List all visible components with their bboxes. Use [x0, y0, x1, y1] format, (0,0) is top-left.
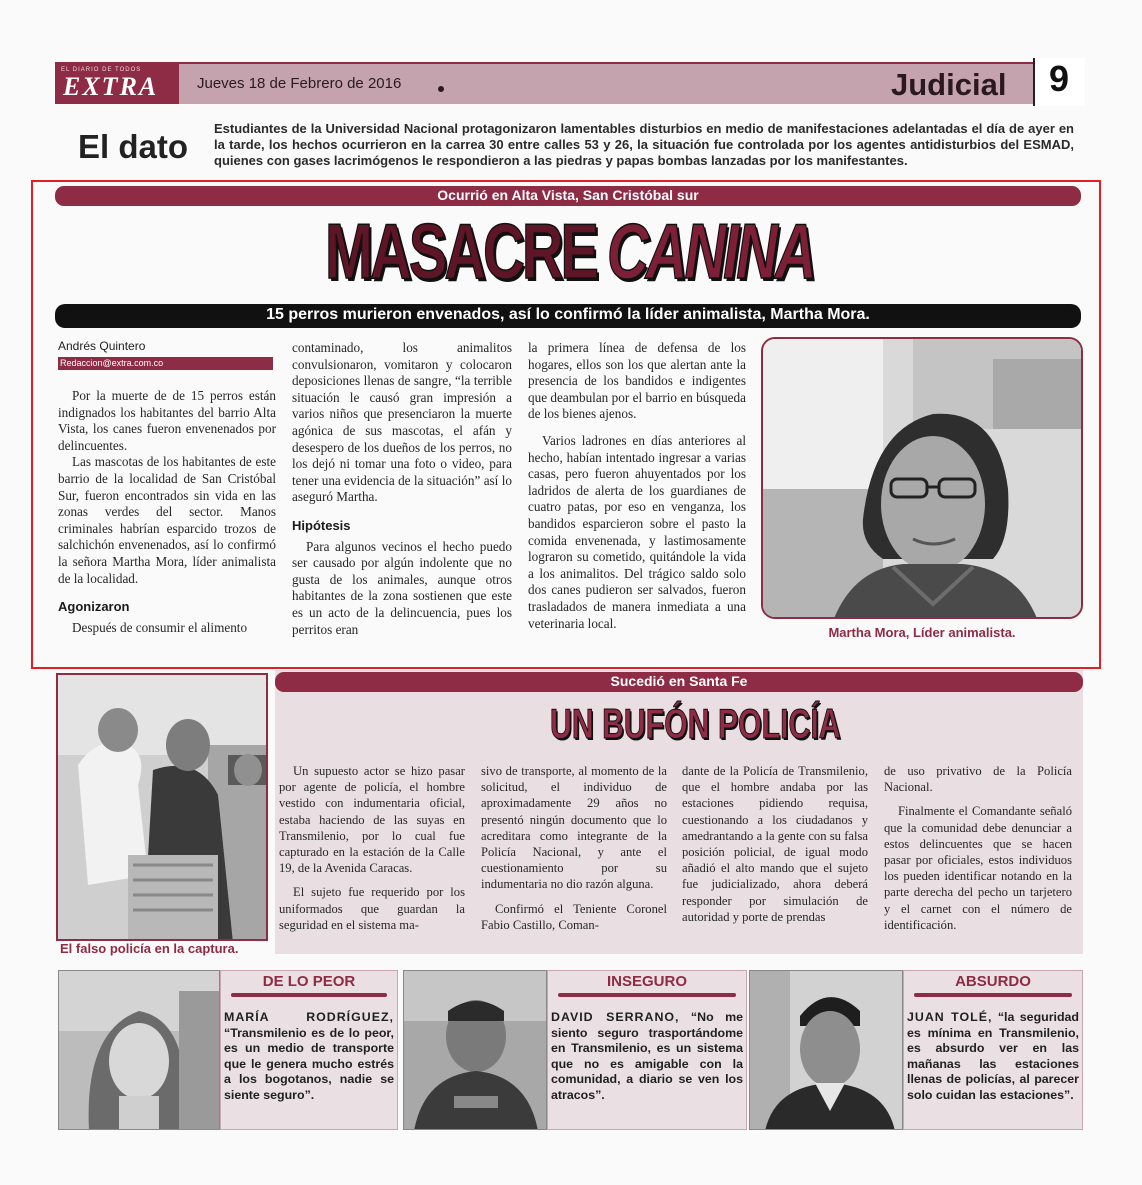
testimonial-quote: “la seguridad es mínima en Transmilenio, es absurdo ver en las mañanas las estaciones llenas de policías, al parecer solo cuidan las estaciones”.: [907, 1010, 1080, 1102]
paragraph: contaminado, los animalitos convulsionaron, vomitaron y colocaron deposiciones llenas de sangre, “la terrible situación le causó gran impresión a varios niños que presenciaron la muerte agónica de sus mascotas, el afán y desespero de los dueños de los perros, no los dejó ni tomar una foto o video, para tener una evidencia de la situación” así lo aseguró Martha.: [292, 340, 512, 505]
kicker-text: Sucedió en Santa Fe: [610, 673, 748, 689]
photo-david-serrano: [403, 970, 547, 1130]
paragraph: El sujeto fue requerido por los uniformados que guardan la seguridad en el sistema ma-: [279, 885, 465, 932]
section-title: Judicial: [891, 67, 1007, 102]
testimonial-label: INSEGURO: [606, 973, 687, 990]
paragraph: Por la muerte de de 15 perros están indignados los habitantes del barrio Alta Vista, los canes fueron envenenados por delincuentes.: [58, 388, 276, 453]
testimonial-card: [547, 970, 747, 1130]
paragraph: Las mascotas de los habitantes de este barrio de la localidad de San Cristóbal Sur, fueron encontrados sin vida en las zonas verdes del sector. Manos criminales habrían esparcido trozos de salchichón envenenados, así lo confirmó la señora Martha Mora, líder animalista de la localidad.: [58, 454, 276, 586]
headline-word-canina: CANINA: [607, 207, 814, 295]
label-underline: [914, 993, 1072, 997]
photo-fake-policeman: [56, 673, 268, 941]
kicker-text: Ocurrió en Alta Vista, San Cristóbal sur: [437, 187, 699, 203]
logo-text: EXTRA: [63, 72, 159, 101]
testimonial-name: DAVID SERRANO,: [551, 1010, 680, 1024]
portrait-man-image: [750, 971, 903, 1130]
subheading-agonizaron: Agonizaron: [58, 599, 130, 615]
paragraph: dante de la Policía de Transmilenio, que el hombre andaba por las estaciones pidiendo requisa, cuestionando a los ciudadanos y amedrantando a la gente con su falsa posición policial, de igual modo añadió el alto mando que el sujeto fue judicializado, ahora deberá responder por simulación de autoridad y porte de prendas: [682, 764, 868, 924]
article-column-7: [884, 763, 1072, 933]
author-name: Andrés Quintero: [58, 339, 146, 353]
label-underline: [558, 993, 736, 997]
paragraph: Confirmó el Teniente Coronel Fabio Castillo, Coman-: [481, 901, 667, 932]
label-underline: [231, 993, 387, 997]
second-headline: UN BUFÓN POLICÍA: [550, 700, 841, 747]
article-column-5: [481, 763, 667, 933]
article-column-6: [682, 763, 868, 925]
testimonial-quote: “Transmilenio es de lo peor, es un medio de transporte que le genera mucho estrés a los bogotanos, nadie se siente seguro”.: [224, 1025, 394, 1102]
page-header: [55, 58, 1083, 104]
article-column-2: [292, 340, 512, 638]
paragraph: Un supuesto actor se hizo pasar por agente de policía, el hombre vestido con indumentaria oficial, estaba haciendo de las suyas en Transmilenio, por lo cual fue capturado en la estación de la Calle 19, de la Avenida Caracas.: [279, 764, 465, 876]
newspaper-logo: [55, 64, 179, 104]
photo-caption: El falso policía en la captura.: [60, 941, 239, 956]
article-column-4: [279, 763, 465, 933]
paragraph: la primera línea de defensa de los hogares, ellos son los que alertan ante la presencia de los bandidos e indigentes que deambulan por el barrio en búsqueda de los bienes ajenos.: [528, 340, 746, 422]
photo-juan-tole: [749, 970, 903, 1130]
page-number-box: [1033, 58, 1085, 106]
portrait-woman-image: [59, 971, 220, 1130]
dato-text: Estudiantes de la Universidad Nacional protagonizaron lamentables disturbios en medio de manifestaciones adelantadas el día de ayer en la tarde, los hechos ocurrieron en la carrea 30 entre calles 53 y 26, la situación fue controlada por los agentes antidisturbios del ESMAD, quienes con gases lacrimógenos le respondieron a las piedras y papas bombas lanzadas por los manifestantes.: [214, 121, 1074, 168]
issue-date: Jueves 18 de Febrero de 2016: [197, 75, 402, 92]
headline-word-masacre: MASACRE: [325, 207, 597, 295]
photo-caption: Martha Mora, Líder animalista.: [828, 625, 1016, 640]
arrest-scene-image: [58, 675, 268, 941]
paragraph: Después de consumir el alimento: [72, 619, 248, 635]
dato-label: El dato: [78, 128, 189, 165]
testimonial-text: [907, 1010, 1079, 1104]
page-number: 9: [1049, 58, 1070, 99]
paragraph: Para algunos vecinos el hecho puedo ser causado por algún indolente que no gusta de los animales, aunque otros habitantes de la zona sostienen que este es un acto de la delincuencia, pues los perritos eran: [292, 538, 512, 637]
portrait-woman-image: [763, 339, 1083, 619]
article-column-1: [58, 388, 276, 636]
subhead-text: 15 perros murieron envenados, así lo confirmó la líder animalista, Martha Mora.: [266, 306, 870, 323]
photo-martha-mora: [761, 337, 1083, 619]
testimonial-name: MARÍA RODRÍGUEZ,: [224, 1010, 394, 1024]
testimonial-quote: “No me siento seguro trasportándome en Transmilenio, es un sistema que no es amigable con la comunidad, a diario se ven los atracos”.: [551, 1010, 743, 1102]
testimonial-name: JUAN TOLÉ,: [907, 1010, 993, 1024]
main-subhead: [55, 304, 1081, 328]
testimonial-card: [220, 970, 398, 1130]
testimonial-text: [224, 1010, 394, 1104]
portrait-man-image: [404, 971, 547, 1130]
paragraph: Varios ladrones en días anteriores al hecho, habían intentado ingresar a varias casas, pero fueron ahuyentados por los ladridos de alerta de los guardianes de cuatro patas, por eso en venganza, los bandidos esparcieron sobre el pasto la comida envenenada, y lastimosamente lograron su cometido, quitándole la vida a los animalitos. Del trágico saldo solo dos canes pudieron ser salvados, fueron trasladados de manera inmediata a una veterinaria local.: [528, 432, 746, 631]
second-article-kicker: [275, 672, 1083, 692]
main-article-kicker: [55, 186, 1081, 206]
bullet-icon: [438, 86, 444, 92]
subheading-hipotesis: Hipótesis: [292, 517, 351, 533]
testimonial-label: ABSURDO: [955, 973, 1031, 990]
main-headline: [325, 206, 825, 296]
paragraph: sivo de transporte, al momento de la solicitud, el individuo de aproximadamente 29 años no presentó ningún documento que lo acreditara como integrante de la Policía Nacional, y ante el cuestionamiento por su indumentaria no dio razón alguna.: [481, 764, 667, 892]
article-column-3: [528, 340, 746, 632]
testimonial-label: DE LO PEOR: [262, 973, 356, 990]
author-email: Redaccion@extra.com.co: [58, 357, 273, 370]
logo-tagline: EL DIARIO DE TODOS: [61, 67, 142, 73]
photo-maria-rodriguez: [58, 970, 220, 1130]
testimonial-text: [551, 1010, 743, 1104]
paragraph: Finalmente el Comandante señaló que la comunidad debe denunciar a estos delincuentes que se hacen pasar por oficiales, estos individuos los pueden identificar notando en la parte derecha del pecho un tarjetero y el carnet con el número de identificación.: [884, 804, 1072, 932]
paragraph: de uso privativo de la Policía Nacional.: [884, 764, 1072, 795]
testimonial-card: [903, 970, 1083, 1130]
